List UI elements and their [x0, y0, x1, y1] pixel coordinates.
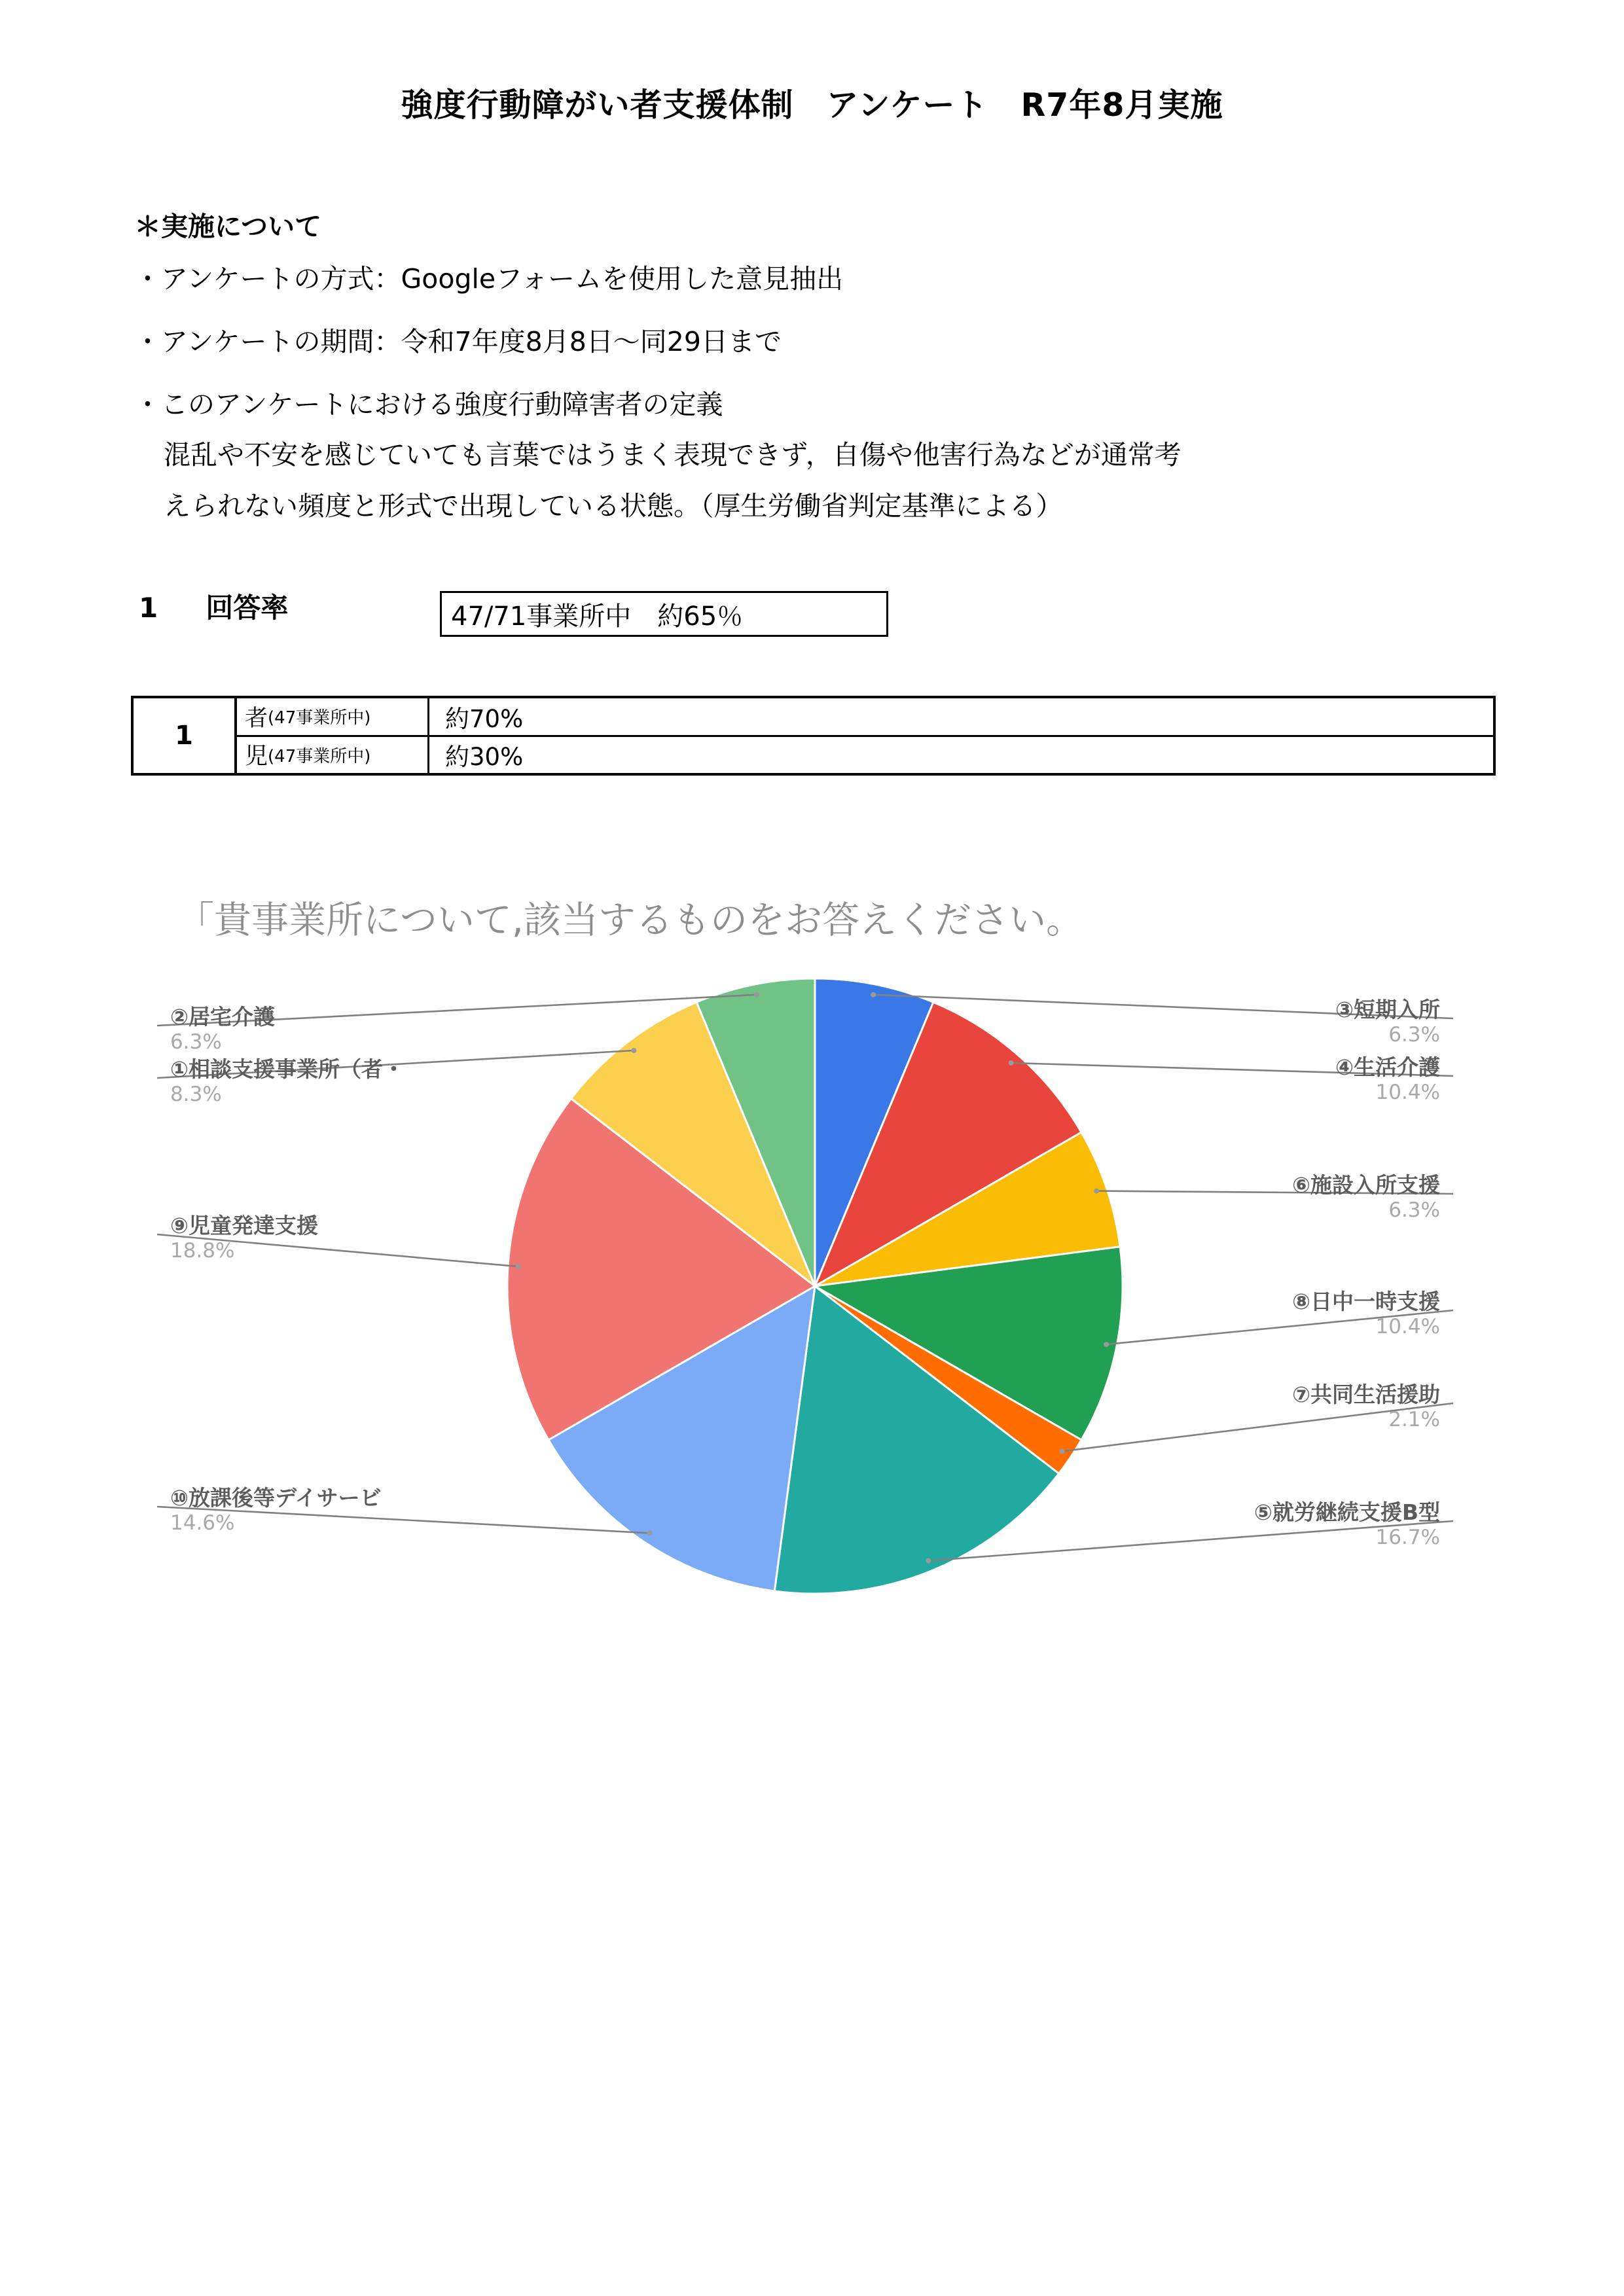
pie-leader-dot [1104, 1342, 1109, 1347]
pie-leader-dot [631, 1048, 636, 1053]
pie-label-kyodo-seikatsu: ⑦共同生活援助 2.1% [1292, 1382, 1440, 1431]
pie-label-kyotaku-kaigo: ②居宅介護 6.3% [170, 1004, 275, 1054]
bullet-period: ・アンケートの期間：令和7年度8月8日〜同29日まで [134, 326, 782, 357]
pie-leader-dot [647, 1530, 653, 1535]
pie-label-soudan-shien: ①相談支援事業所（者・ 8.3% [170, 1056, 405, 1106]
definition-line-2: えられない頻度と形式で出現している状態。（厚生労働省判定基準による） [164, 490, 1063, 522]
table-row [237, 698, 1493, 737]
pie-leader-dot [871, 992, 876, 997]
response-rate-heading [139, 586, 288, 626]
response-rate-label: 回答率 [206, 592, 289, 624]
table-cell-value: 約70% [445, 704, 524, 733]
chart-title: 「貴事業所について,該当するものをお答えください。 [177, 899, 1083, 942]
pie-leader-dot [516, 1264, 521, 1269]
pie-leader-dot [1009, 1060, 1014, 1066]
page-title: 強度行動障がい者支援体制 アンケート R7年8月実施 [401, 86, 1223, 124]
pie-slice-group [507, 978, 1123, 1594]
pie-leader-dot [1059, 1448, 1064, 1454]
pie-label-tanki-nyusho: ③短期入所 6.3% [1335, 997, 1440, 1047]
table-cell-value: 約30% [445, 743, 524, 772]
bullet-method: ・アンケートの方式：Googleフォームを使用した意見抽出 [134, 263, 844, 295]
pie-leader-dot [754, 992, 759, 997]
table-label-main: 児 [245, 744, 268, 770]
table-row-number: 1 [134, 698, 237, 773]
pie-label-houkago-day: ⑩放課後等デイサービ 14.6% [170, 1485, 382, 1535]
pie-label-nicchu-ichiji: ⑧日中一時支援 10.4% [1292, 1289, 1440, 1338]
definition-line-1: 混乱や不安を感じていても言葉ではうまく表現できず，自傷や他害行為などが通常考 [164, 439, 1182, 471]
table-cell-label [237, 737, 429, 774]
response-rate-number: 1 [139, 592, 158, 624]
pie-leader-dot [926, 1558, 931, 1564]
pie-leader-dot [1094, 1189, 1099, 1194]
response-rate-box [440, 591, 888, 637]
pie-label-jidou-hattatsu: ⑨児童発達支援 18.8% [170, 1213, 318, 1263]
table-row [237, 737, 1493, 774]
pie-label-shisetsu-nyusho: ⑥施設入所支援 6.3% [1292, 1172, 1440, 1222]
pie-label-seikatsu-kaigo: ④生活介護 10.4% [1335, 1054, 1440, 1104]
table-cell-label [237, 698, 429, 735]
pie-chart [157, 877, 1453, 1662]
section-heading: ＊実施について [134, 211, 322, 242]
breakdown-table [131, 696, 1496, 776]
response-rate-value: 47/71事業所中 約65％ [451, 601, 744, 632]
table-label-sub: (47事業所中) [268, 708, 371, 728]
table-label-sub: (47事業所中) [268, 746, 371, 766]
pie-label-shuro-keizoku-b: ⑤就労継続支援B型 16.7% [1254, 1499, 1440, 1549]
bullet-definition: ・このアンケートにおける強度行動障害者の定義 [134, 389, 723, 420]
table-label-main: 者 [245, 705, 268, 732]
